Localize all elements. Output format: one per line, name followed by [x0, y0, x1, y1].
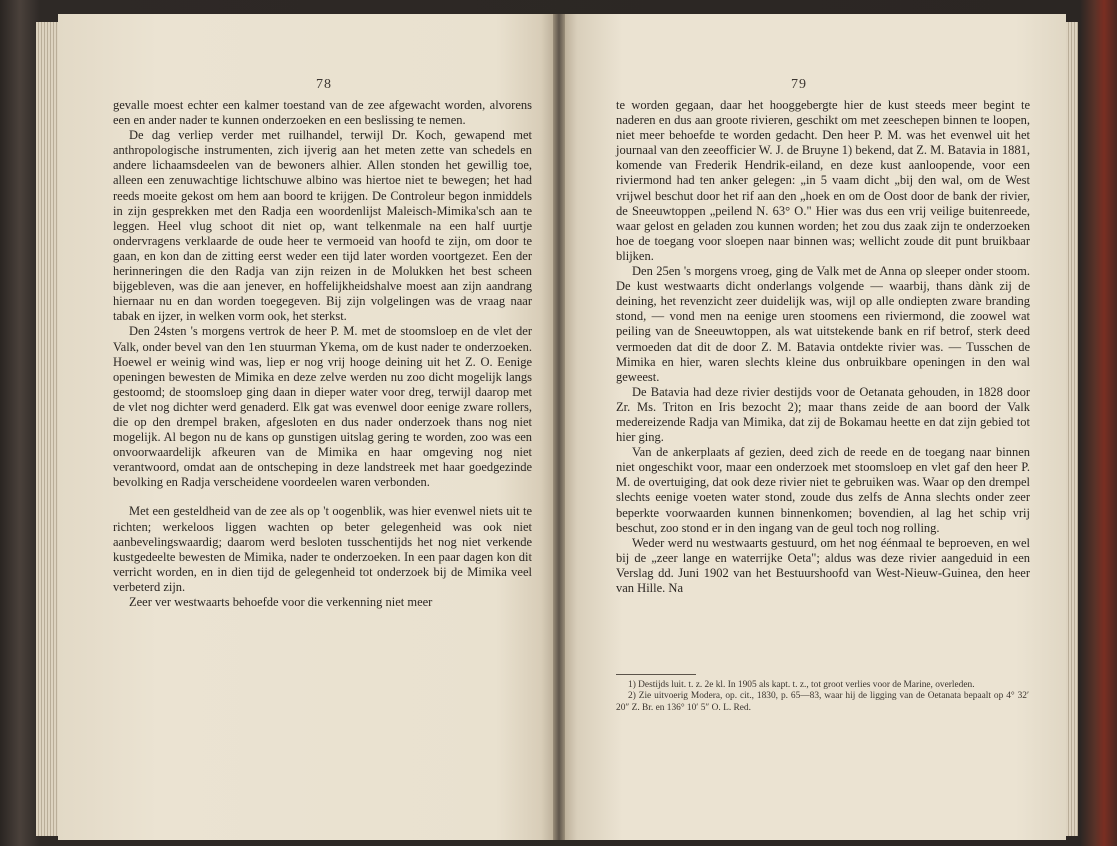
paragraph: gevalle moest echter een kalmer toestand van de zee afgewacht worden, alvorens een en ander nader te kunnen onderzoeken en een beslissing te nemen. — [113, 98, 532, 128]
left-page-body — [113, 98, 532, 610]
paragraph: Den 24sten 's morgens vertrok de heer P. M. met de stoomsloep en de vlet der Valk, onder bevel van den 1en stuurman Ykema, om de kust nader te onderzoeken. Hoewel er weinig wind was, liep er nog vrij hooge deining uit het Z. O. Eenige openingen bewesten de Mimika en deze zelve werden nu zoo dicht mogelijk langs gestoomd; de stoomsloep ging daan in dieper water voor dreg, terwijl daarop met de vlet nog dichter werd genaderd. Elk gat was evenwel door eenige zware rollers, die op den drempel braken, afgesloten en dus nader onderzoek thans nog niet mogelijk. Al begon nu de kans op gunstigen uitslag gering te worden, zoo was een onvoorwaardelijk afkeuren van de Mimika en haar omgeving nog niet verantwoord, omdat aan de ontscheping in deze landstreek met haar goedgezinde bevolking en Radja verscheidene voordeelen waren verbonden. — [113, 324, 532, 490]
footnotes — [616, 680, 1029, 714]
right-page-body — [616, 98, 1030, 596]
paragraph: Zeer ver westwaarts behoefde voor die verkenning niet meer — [129, 595, 433, 609]
footnote: 1) Destijds luit. t. z. 2e kl. In 1905 als kapt. t. z., tot groot verlies voor de Marine, overleden. — [628, 680, 975, 690]
paragraph: Den 25en 's morgens vroeg, ging de Valk met de Anna op sleeper onder stoom. De kust westwaarts dicht onderlangs volgende — waarbij, thans dànk zij de deining, het revenzicht zeer duidelijk was, wijl op alle ondiepten zware branding stond, — vond men na eenige uren stoomens een riviermond, die zoowel wat peiling van de Sneeuwtoppen, als wat uitstekende bank en rif betrof, sterk deed vermoeden dat dit de door Z. M. Batavia ontdekte rivier was. — Tusschen de Mimika en hier, waren slechts kleine dus onbruikbare openingen in den wal geweest. — [616, 264, 1030, 384]
paragraph: De dag verliep verder met ruilhandel, terwijl Dr. Koch, gewapend met anthropologische instrumenten, zich ijverig aan het meten zette van schedels en andere lichaamsdeelen van de bewoners alhier. Allen stonden het gewillig toe, alleen een zenuwachtige lichtschuwe albino was hiertoe niet te bewegen; het had reeds moeite gekost om hem aan boord te krijgen. De Controleur begon inmiddels in zijn gesprekken met den Radja een woordenlijst Maleisch-Mimika'sch aan te leggen. Heel vlug schoot dit niet op, want telkenmale na een half uurtje ondervragens verklaarde de oude heer te vermoeid van hoofd te zijn, om door te gaan, en kon dan de zitting eerst weder een tijd later worden voortgezet. Een der herinneringen die den Radja van zijn reizen in de Molukken het best scheen bijgebleven, was die aan jenever, en hoffelijkheidshalve moest aan zijn aandrang hiernaar nu en dan worden toegegeven. Bij zijn volgelingen was de vraag naar tabak en ijzer, in welken vorm ook, het sterkst. — [113, 128, 532, 324]
paragraph: De Batavia had deze rivier destijds voor de Oetanata gehouden, in 1828 door Zr. Ms. Triton en Iris bezocht 2); maar thans zeide de aan boord der Valk medereizende Radja van Mimika, dat zij de Bokamau heette en dat zijn gebied tot hier ging. — [616, 384, 1030, 445]
left-page-number: 78 — [316, 77, 332, 92]
paragraph: Weder werd nu westwaarts gestuurd, om het nog éénmaal te beproeven, en wel bij de „zeer lange en waterrijke Oeta"; aldus was deze rivier aangeduid in een Verslag dd. Juni 1902 van het Bestuurshoofd van West-Nieuw-Guinea, den heer van Hille. Na — [616, 535, 1030, 595]
footnote: 2) Zie uitvoerig Modera, op. cit., 1830, p. 65—83, waar hij de ligging van de Oetanata bepaalt op 4° 32′ 20″ Z. Br. en 136° 10′ 5″ O. L. Red. — [616, 691, 1029, 713]
right-page-number: 79 — [791, 77, 807, 92]
footnote-rule — [616, 674, 696, 675]
paragraph: Met een gesteldheid van de zee als op 't oogenblik, was hier evenwel niets uit te richten; werkeloos liggen wachten op beter gelegenheid was ook niet aanbevelingswaardig; daarom werd besloten tusschentijds het nog niet verkende kustgedeelte bewesten de Mimika, nader te onderzoeken. In een paar dagen kon dit verricht worden, en in dien tijd de gelegenheid tot onderzoek bij de Mimika veel verbeterd zijn. — [113, 504, 532, 594]
paragraph: Van de ankerplaats af gezien, deed zich de reede en de toegang naar binnen niet ongeschikt voor, maar een onderzoek met stoomsloep en vlet gaf den heer P. M. de overtuiging, dat ook deze rivier niet te gebruiken was. Waar op den drempel slechts eenige voeten water stond, zoude dus zelfs de Anna slechts onder zeer beperkte voorwaarden kunnen binnenkomen; bovendien, al lag het schip vrij beschut, zoo stond er in den ingang van de geul toch nog rolling. — [616, 445, 1030, 535]
book-gutter — [553, 14, 565, 840]
paragraph: te worden gegaan, daar het hooggebergte hier de kust steeds meer begint te naderen en dus aan groote rivieren, geschikt om met zeeschepen binnen te loopen, niet meer behoefde te worden gedacht. Den heer P. M. was het evenwel uit het journaal van den zeeofficier W. J. de Bruyne 1) bekend, dat Z. M. Batavia in 1881, komende van Frederik Hendrik-eiland, en deze kust aanloopende, voor een riviermond had ten anker gelegen: „in 5 vaam dicht „bij den wal, om de West vrijwel beschut door het rif aan den „hoek en om de Oost door de bank der rivier, de Sneeuwtoppen „peilend N. 63° O." Hier was dus een vrij veilige buitenreede, waar gelost en geladen zou kunnen worden; het zou dus zaak zijn te onderzoeken hoe de toegang voor sloepen naar binnen was; wellicht zoude dit punt bruikbaar blijken. — [616, 98, 1030, 263]
